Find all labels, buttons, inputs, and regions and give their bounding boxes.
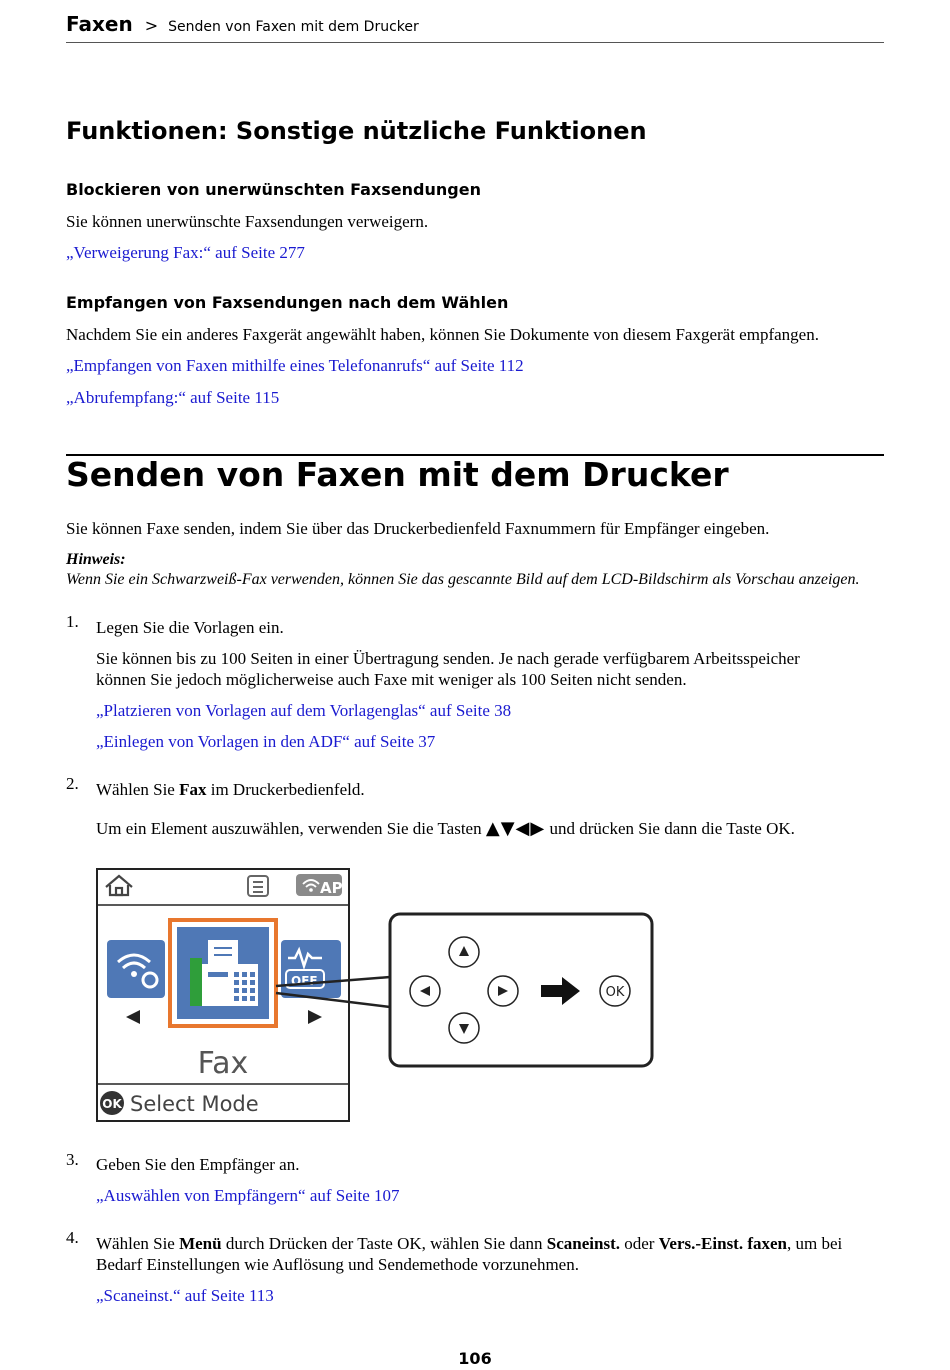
step4-b2: Scaneinst. — [546, 1234, 620, 1253]
page-number: 106 — [458, 1349, 492, 1368]
note-text: Wenn Sie ein Schwarzweiß-Fax verwenden, können Sie das gescannte Bild auf dem LCD-Bildschirm als Vorschau anzeigen. — [66, 571, 860, 588]
step4-link[interactable]: „Scaneinst.“ auf Seite 113 — [96, 1286, 274, 1305]
step3-title: Geben Sie den Empfänger an. — [96, 1155, 300, 1174]
step2-nav-text — [96, 818, 795, 839]
block2-heading: Empfangen von Faxsendungen nach dem Wählen — [66, 293, 509, 312]
step1-text-line1: Sie können bis zu 100 Seiten in einer Übertragung senden. Je nach gerade verfügbarem Arbeitsspeicher — [96, 649, 800, 668]
step2-title — [96, 779, 365, 800]
step1-number: 1. — [66, 612, 79, 631]
step2-number: 2. — [66, 774, 79, 793]
block2-text: Nachdem Sie ein anderes Faxgerät angewählt haben, können Sie Dokumente von diesem Faxgerät empfangen. — [66, 325, 819, 344]
step2-nav-post: und drücken Sie dann die Taste OK. — [545, 819, 795, 838]
ok-button-label: OK — [605, 985, 625, 1000]
functions-title: Funktionen: Sonstige nützliche Funktionen — [66, 117, 647, 145]
block1-text: Sie können unerwünschte Faxsendungen verweigern. — [66, 212, 429, 231]
step4-p3: oder — [620, 1234, 659, 1253]
step4-p2: durch Drücken der Taste OK, wählen Sie dann — [221, 1234, 547, 1253]
header-section: Faxen — [66, 12, 133, 36]
wifi-ap-icon — [296, 874, 343, 897]
main-title: Senden von Faxen mit dem Drucker — [66, 455, 729, 494]
step2-nav-pre: Um ein Element auszuwählen, verwenden Sie die Tasten — [96, 819, 486, 838]
step2-bold: Fax — [179, 780, 207, 799]
step4-b1: Menü — [179, 1234, 222, 1253]
header-subsection: Senden von Faxen mit dem Drucker — [168, 19, 419, 35]
step2-pre: Wählen Sie — [96, 780, 180, 799]
intro-text: Sie können Faxe senden, indem Sie über das Druckerbedienfeld Faxnummern für Empfänger eingeben. — [66, 519, 770, 538]
block2-link2[interactable]: „Abrufempfang:“ auf Seite 115 — [66, 388, 280, 407]
step1-link1[interactable]: „Platzieren von Vorlagen auf dem Vorlagenglas“ auf Seite 38 — [96, 701, 512, 720]
block2-link1[interactable]: „Empfangen von Faxen mithilfe eines Telefonanrufs“ auf Seite 112 — [66, 356, 524, 375]
wifi-settings-tile-icon — [107, 940, 165, 998]
block1-heading: Blockieren von unerwünschten Faxsendungen — [66, 180, 481, 199]
step4-number: 4. — [66, 1228, 79, 1247]
step1-title: Legen Sie die Vorlagen ein. — [96, 618, 284, 637]
step1-link2[interactable]: „Einlegen von Vorlagen in den ADF“ auf Seite 37 — [96, 732, 436, 751]
screen-footer-text: Select Mode — [130, 1092, 259, 1116]
note-label: Hinweis: — [66, 551, 126, 568]
arrow-keys-icon: ▲▼◀▶ — [485, 818, 546, 839]
running-header — [66, 12, 419, 36]
step2-post: im Druckerbedienfeld. — [206, 780, 365, 799]
screen-mode-label: Fax — [197, 1046, 249, 1081]
step4-p1: Wählen Sie — [96, 1234, 180, 1253]
fax-tile-icon — [177, 927, 269, 1019]
step3-link[interactable]: „Auswählen von Empfängern“ auf Seite 107 — [96, 1186, 400, 1205]
step4-p4: , um bei — [787, 1234, 843, 1253]
header-separator: > — [144, 16, 159, 35]
off-label: OFF — [291, 974, 318, 988]
block1-link[interactable]: „Verweigerung Fax:“ auf Seite 277 — [66, 243, 305, 262]
step4-b3: Vers.-Einst. faxen — [658, 1234, 788, 1253]
header-rule — [66, 42, 884, 43]
step3-number: 3. — [66, 1150, 79, 1169]
step4-line1 — [96, 1233, 842, 1254]
quiet-mode-tile-icon — [281, 940, 341, 998]
step4-line2: Bedarf Einstellungen wie Auflösung und Sendemethode vorzunehmen. — [96, 1255, 579, 1274]
control-panel-figure — [90, 862, 660, 1127]
ok-badge-label: OK — [102, 1097, 122, 1111]
ap-label: AP — [320, 879, 343, 897]
step1-text-line2: können Sie jedoch möglicherweise auch Faxe mit weniger als 100 Seiten nicht senden. — [96, 670, 687, 689]
